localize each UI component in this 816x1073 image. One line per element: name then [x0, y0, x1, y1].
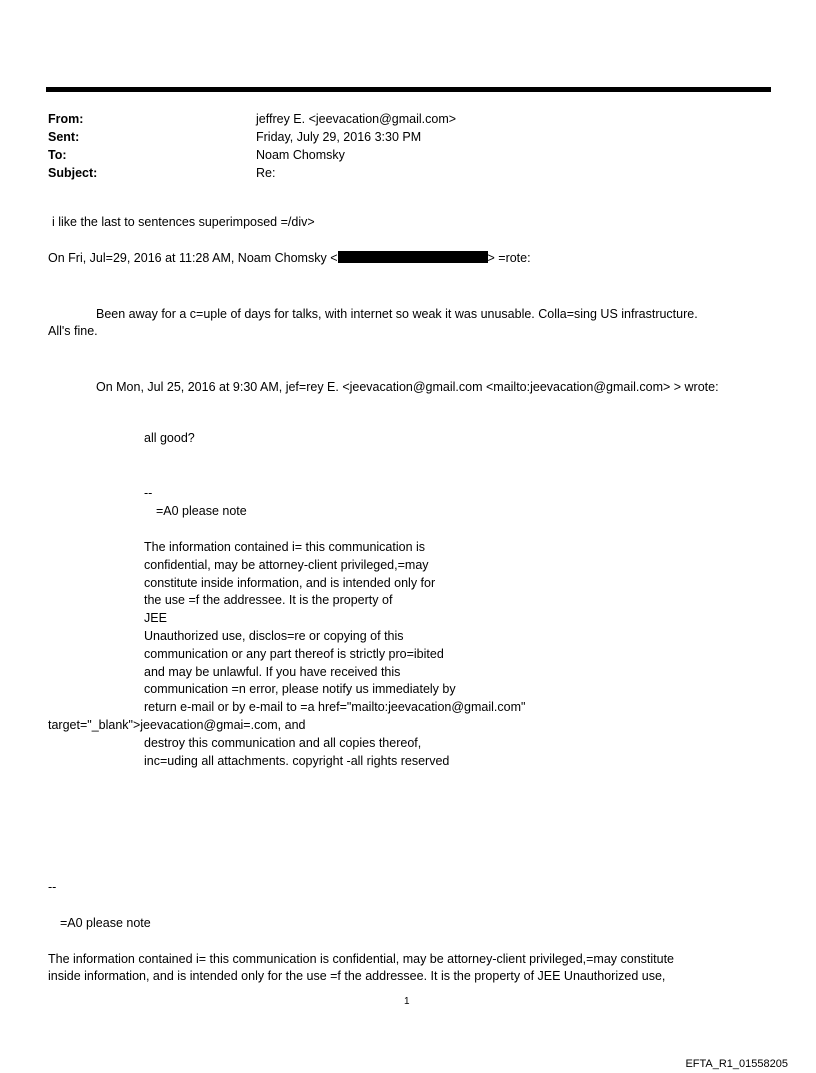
disclaimer-line: return e-mail or by e-mail to =a href="mailto:jeevacation@gmail.com"	[144, 700, 526, 715]
to-label: To:	[48, 148, 67, 162]
sent-value: Friday, July 29, 2016 3:30 PM	[256, 130, 422, 144]
quote-header-1-suffix: > =rote:	[487, 251, 531, 265]
disclaimer-line: confidential, may be attorney-client privileged,=may	[144, 557, 429, 572]
outer-disclaimer-line-2: inside information, and is intended only for the use =f the addressee. It is the property of JEE Unauthorized use,	[48, 969, 666, 983]
disclaimer-line: communication or any part thereof is strictly pro=ibited	[144, 646, 444, 661]
subject-value: Re:	[256, 166, 276, 180]
all-good-line: all good?	[144, 431, 195, 445]
header-rule	[46, 87, 771, 92]
quoted-paragraph-line-2: All's fine.	[48, 324, 98, 338]
inner-disclaimer	[144, 539, 525, 717]
outer-disclaimer-line-1: The information contained i= this communication is confidential, may be attorney-client privileged,=may constitute	[48, 952, 675, 966]
bates-number: EFTA_R1_01558205	[685, 1058, 788, 1070]
from-label: From:	[48, 112, 84, 126]
disclaimer-line: destroy this communication and all copies thereof,	[144, 736, 422, 750]
quoted-paragraph-line-1: Been away for a c=uple of days for talks, with internet so weak it was unusable. Colla=sing US infrastructure.	[96, 307, 698, 321]
quote-header-1	[48, 250, 531, 267]
disclaimer-line: inc=uding all attachments. copyright -all rights reserved	[144, 753, 450, 768]
disclaimer-line: Unauthorized use, disclos=re or copying of this	[144, 628, 404, 643]
disclaimer-line: the use =f the addressee. It is the property of	[144, 593, 393, 608]
disclaimer-line: JEE	[144, 611, 167, 626]
inner-disclaimer-end	[144, 735, 449, 771]
outer-signature-dashes: --	[48, 880, 57, 894]
disclaimer-line: The information contained i= this communication is	[144, 540, 426, 554]
inner-signature-dashes: --	[144, 486, 153, 500]
quote-header-2: On Mon, Jul 25, 2016 at 9:30 AM, jef=rey E. <jeevacation@gmail.com <mailto:jeevacation@gmail.com> > wrote:	[96, 380, 719, 394]
disclaimer-line: and may be unlawful. If you have received this	[144, 664, 401, 679]
sent-label: Sent:	[48, 130, 80, 144]
outer-signature-note: =A0 please note	[60, 916, 151, 930]
page-number: 1	[404, 996, 410, 1007]
subject-label: Subject:	[48, 166, 98, 180]
from-value: jeffrey E. <jeevacation@gmail.com>	[256, 112, 457, 126]
disclaimer-line: communication =n error, please notify us immediately by	[144, 682, 456, 697]
inner-signature-note: =A0 please note	[156, 504, 247, 518]
disclaimer-wrap-line: target="_blank">jeevacation@gmai=.com, and	[48, 718, 306, 732]
disclaimer-line: constitute inside information, and is intended only for	[144, 575, 436, 590]
to-value: Noam Chomsky	[256, 148, 345, 162]
quote-header-1-prefix: On Fri, Jul=29, 2016 at 11:28 AM, Noam Chomsky <	[48, 251, 338, 265]
reply-line: i like the last to sentences superimposed =/div>	[52, 215, 315, 229]
redaction-box	[338, 251, 488, 263]
